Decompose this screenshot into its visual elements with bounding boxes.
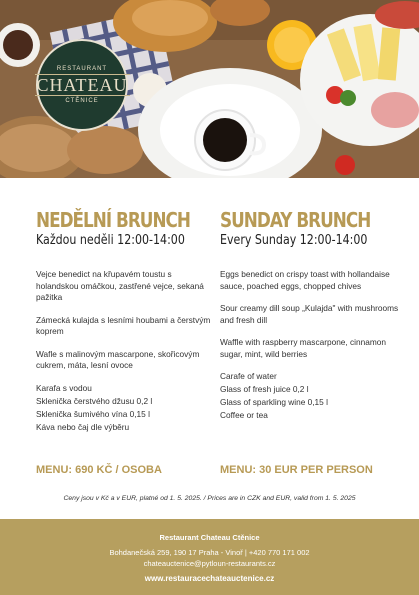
footer-address: Bohdanečská 259, 190 17 Praha - Vinoř | +420 770 171 002 (109, 548, 310, 557)
menu-item: Wafle s malinovým mascarpone, skořicovým cukrem, máta, lesní ovoce (36, 348, 200, 370)
menu-item: Sklenička šumivého vína 0,15 l (36, 408, 150, 419)
footer-website-link[interactable]: www.restauracechateauctenice.cz (144, 574, 275, 583)
czech-title: NEDĚLNÍ BRUNCH (36, 208, 190, 232)
czech-menu-items (36, 269, 216, 435)
menu-item: Glass of sparkling wine 0,15 l (220, 397, 328, 407)
menu-item: Coffee or tea (220, 410, 268, 420)
english-menu-items (220, 269, 400, 423)
menu-item: Eggs benedict on crispy toast with hollandaise sauce, poached eggs, chopped chives (220, 269, 390, 291)
english-subtitle: Every Sunday 12:00-14:00 (220, 233, 368, 248)
english-title: SUNDAY BRUNCH (220, 208, 371, 232)
menu-item: Zámecká kulajda s lesními houbami a čerstvým koprem (36, 314, 211, 336)
logo-bottom-text: CTĚNICE (65, 98, 99, 104)
czech-menu-column (36, 208, 212, 476)
hero-photo (0, 0, 419, 178)
menu-item: Waffle with raspberry mascarpone, cinnamon sugar, mint, wild berries (220, 337, 387, 359)
menu-item: Sklenička čerstvého džusu 0,2 l (36, 395, 153, 406)
footer-email-link[interactable]: chateauctenice@pytloun-restaurants.cz (143, 559, 276, 568)
footer-restaurant-name: Restaurant Chateau Ctěnice (159, 533, 260, 542)
restaurant-logo (36, 39, 128, 131)
menu-item: Vejce benedict na křupavém toustu s holandskou omáčkou, zastřené vejce, sekaná pažitka (36, 269, 204, 302)
menu-item: Carafe of water (220, 371, 277, 381)
czech-subtitle: Každou neděli 12:00-14:00 (36, 233, 185, 248)
menu-item: Káva nebo čaj dle výběru (36, 421, 130, 432)
footer (0, 519, 419, 595)
menu-item: Sour creamy dill soup „Kulajda" with mushrooms and fresh dill (220, 303, 399, 325)
logo-top-text: RESTAURANT (56, 66, 108, 72)
logo-name: CHATEAU (36, 75, 128, 95)
english-menu-column (220, 208, 399, 476)
menu-item: Karafa s vodou (36, 382, 92, 393)
price-note: Ceny jsou v Kč a v EUR, platné od 1. 5. 2025. / Prices are in CZK and EUR, valid from 1. 5. 2025 (63, 495, 356, 502)
menu-item: Glass of fresh juice 0,2 l (220, 384, 309, 394)
czech-price: MENU: 690 KČ / OSOBA (36, 464, 162, 476)
english-price: MENU: 30 EUR PER PERSON (220, 464, 373, 476)
